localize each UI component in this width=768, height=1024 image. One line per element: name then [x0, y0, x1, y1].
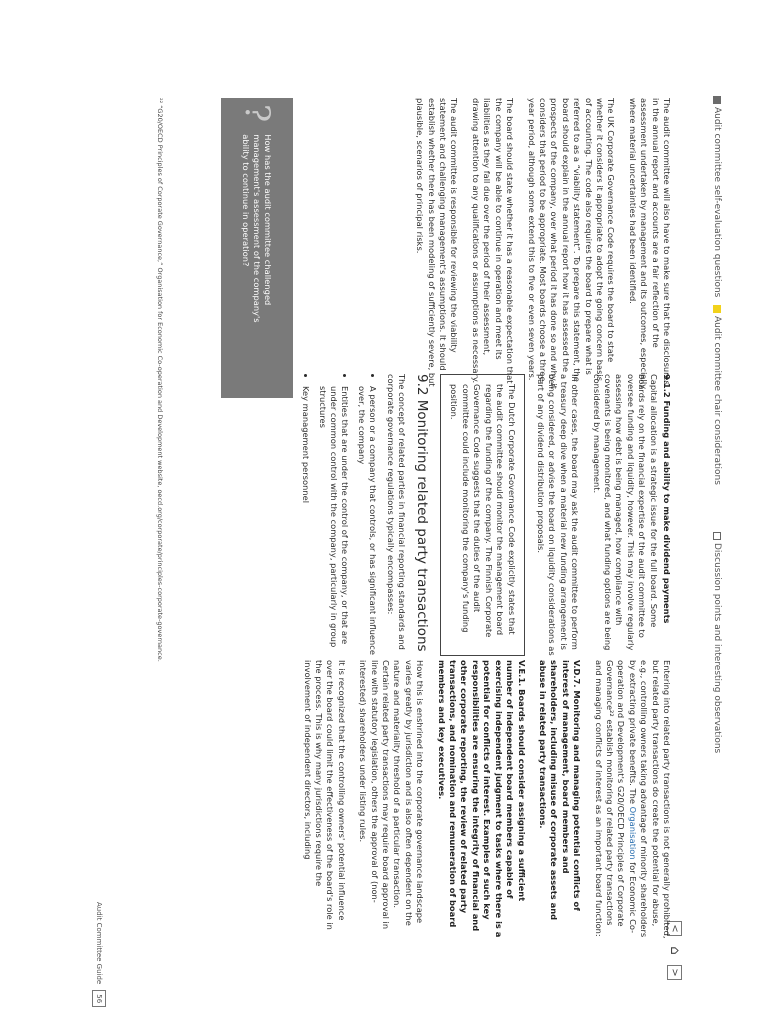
paragraph: In other cases, the board may ask the audit committee to perform a treasury deep dive when a material new funding arrangement is being considered, or advise the board on liquidity considerations as part of any dividend distribution proposals.	[535, 374, 581, 656]
list-item: • Entities that are under the control of the company, or that are under common control with the company, particularly in group structures	[316, 386, 350, 656]
paragraph: The board should state whether it has a reasonable expectation that the company will be able to continue in operation and meet its liabilities as they fall due over the period of their assessment, drawing attention to any qualifications or assumptions as necessary.	[470, 98, 516, 384]
list-item: • Key management personnel	[300, 386, 311, 656]
principle-quote: V.D.7. Monitoring and managing potential conflicts of interest of management, board members and shareholders, including misuse of corporate assets and abuse in related party transactions.	[537, 660, 583, 921]
next-page-button[interactable]	[667, 965, 682, 980]
self-evaluation-question-box	[221, 98, 293, 398]
organisation-link[interactable]: Organisation	[627, 806, 638, 860]
related-party-list	[300, 374, 378, 656]
page-footer	[92, 902, 106, 1007]
chevron-left-icon: <	[669, 924, 680, 933]
section-heading-funding: 9.1.2 Funding and ability to make dividend payments	[662, 374, 672, 624]
column-right	[291, 660, 672, 940]
legend	[712, 96, 722, 753]
paragraph	[592, 660, 672, 940]
paragraph: The audit committee is responsible for reviewing the viability statement and challenging management's assumptions. It should establish whether there has been modeling of sufficiently severe, but plausible, scenarios of principal risks.	[415, 98, 460, 387]
home-icon: ⌂	[667, 946, 682, 955]
yellow-square-icon	[713, 305, 721, 313]
home-button[interactable]	[667, 943, 682, 958]
guide-title: Audit Committee Guide	[95, 902, 103, 985]
white-square-icon	[713, 532, 721, 540]
legend-item-chair-considerations	[712, 305, 722, 532]
principle-quote: V.E.1. Boards should consider assigning a sufficient number of independent board members capable of exercising independent judgment to tasks where there is a potential for conflicts of interest. Examples of such key responsibilities are ensuring the integrity of financial and other corporate reporting, the review of related party transactions, and nomination and remuneration of board members and key executives.	[436, 660, 527, 938]
paragraph: The concept of related parties in financial reporting standards and corporate governance regulations typically encompasses:	[385, 374, 408, 650]
page-number: 56	[92, 990, 106, 1007]
chevron-right-icon: >	[669, 968, 680, 977]
legend-item-discussion-points	[712, 532, 722, 753]
list-item: • A person or a company that controls, or has significant influence over, the company	[355, 386, 378, 656]
column-middle	[295, 374, 672, 656]
question-text: How has the audit committee challenged management's assessment of the company's ability to continue in operation?	[241, 134, 274, 323]
paragraph: Capital allocation is a strategic issue for the full board. Some boards rely on the financial expertise of the audit committee to oversee funding and liquidity, however. This may involve regularly assessing how debt is being managed, how compliance with covenants is being monitored, and what funding options are being considered by management.	[591, 374, 659, 651]
section-heading-related-party: 9.2 Monitoring related party transactions	[414, 374, 431, 652]
legend-item-self-evaluation	[712, 96, 722, 305]
legend-label: Audit committee self-evaluation questions	[712, 107, 722, 298]
paragraph: How this is enshrined into the corporate governance landscape varies greatly by jurisdiction and is also often dependent on the nature and materiality threshold of a particular transaction. Certain related party transactions may require board approval in line with statutory legislation, others the approval of (non-interested) shareholders under listing rules.	[358, 660, 426, 930]
question-mark-icon: ?	[237, 104, 278, 123]
legend-label: Discussion points and interesting observations	[712, 543, 722, 754]
text-run: Entering into related party transactions is not generally prohibited, but related party transactions do create the potential for abuse, e.g., controlling owners taking advantage of minority shareholders by extracting private benefits. The	[627, 660, 672, 939]
footnote: ²² “G20/OECD Principles of Corporate Governance,” Organisation for Economic Co-operation and Development website, oecd.org/corporate/principles-corporate-governance.	[156, 98, 164, 662]
grey-square-icon	[713, 96, 721, 104]
text-run: for Economic Co-operation and Development's G20/OECD Principles of Corporate Governance²² establish monitoring of related party transactions and managing conflicts of interest as an important board function:	[593, 660, 638, 937]
discussion-box	[440, 374, 524, 656]
paragraph: The audit committee will also have to make sure that the disclosures in the annual report and accounts are a fair reflection of the assessment undertaken by management and its outcomes, especially where material uncertainties had been identified.	[627, 98, 672, 390]
legend-label: Audit committee chair considerations	[712, 316, 722, 485]
paragraph: It is recognized that the controlling owners' potential influence over the board could limit the effectiveness of the board's role in the process. This is why many jurisdictions require the involvement of independent directors, including	[302, 660, 347, 930]
paragraph: The UK Corporate Governance Code requires the board to state whether it considers it appropriate to adopt the going concern basis of accounting. The code also requires the board to prepare what is referred to as a “viability statement”. To prepare this statement, the board should explain in the annual report how it has assessed the prospects of the company, over what period it has done so and why it considers that period to be appropriate. Most boards choose a three-year period, although some extend this to five or even seven years.	[526, 98, 617, 389]
column-left	[404, 98, 672, 390]
box-text: The Dutch Corporate Governance Code explicitly states that the audit committee should monitor the management board regarding the funding of the company. The Finnish Corporate Governance Code suggests that the duties of the audit committee could include monitoring the company's funding position.	[449, 384, 517, 638]
